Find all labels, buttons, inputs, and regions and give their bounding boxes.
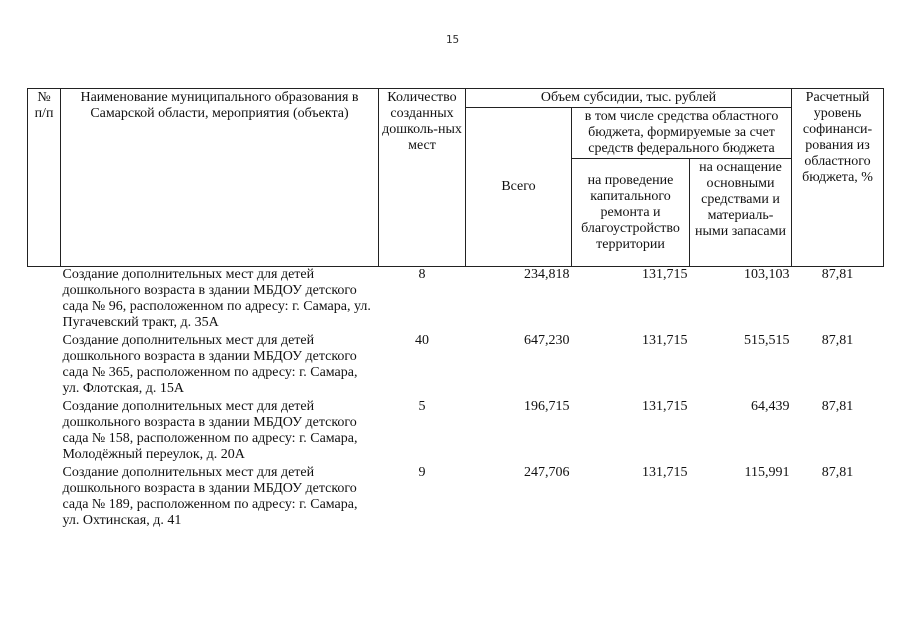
table-body xyxy=(28,267,884,532)
header-federal-group: в том числе средства областного бюджета, формируемые за счет средств федерального бюджета xyxy=(572,108,792,159)
row-name: Создание дополнительных мест для детей дошкольного возраста в здании МБДОУ детского сада № 96, расположенном по адресу: г. Самара, ул. Пугачевский тракт, д. 35А xyxy=(62,267,371,330)
row-no xyxy=(28,333,61,399)
table-row xyxy=(28,333,884,399)
row-name: Создание дополнительных мест для детей дошкольного возраста в здании МБДОУ детского сада № 189, расположенном по адресу: г. Самара, ул. Охтинская, д. 41 xyxy=(62,465,358,528)
table-header xyxy=(28,89,884,267)
row-repair: 131,715 xyxy=(642,465,688,480)
header-total: Всего xyxy=(466,108,572,267)
row-repair: 131,715 xyxy=(642,267,688,282)
row-equipment: 515,515 xyxy=(744,333,790,348)
header-subsidy-group: Объем субсидии, тыс. рублей xyxy=(466,89,792,108)
header-equipment: на оснащение основными средствами и материаль-ными запасами xyxy=(690,159,792,267)
header-name: Наименование муниципального образования в Самарской области, мероприятия (объекта) xyxy=(61,89,379,267)
row-places: 8 xyxy=(418,267,426,282)
header-repair: на проведение капитального ремонта и благоустройство территории xyxy=(572,159,690,267)
page-number: 15 xyxy=(445,33,460,46)
row-level: 87,81 xyxy=(821,333,854,348)
row-name: Создание дополнительных мест для детей дошкольного возраста в здании МБДОУ детского сада № 365, расположенном по адресу: г. Самара, ул. Флотская, д. 15А xyxy=(62,333,358,396)
row-equipment: 103,103 xyxy=(744,267,790,282)
row-level: 87,81 xyxy=(821,399,854,414)
table-row xyxy=(28,465,884,531)
row-places: 9 xyxy=(418,465,426,480)
row-no xyxy=(28,399,61,465)
row-total: 647,230 xyxy=(524,333,570,348)
table-row xyxy=(28,267,884,334)
row-total: 234,818 xyxy=(524,267,570,282)
row-equipment: 64,439 xyxy=(751,399,790,414)
row-repair: 131,715 xyxy=(642,333,688,348)
row-equipment: 115,991 xyxy=(744,465,790,480)
row-no xyxy=(28,465,61,531)
header-no: № п/п xyxy=(28,89,61,267)
subsidy-table xyxy=(27,88,884,531)
row-places: 40 xyxy=(415,333,429,348)
row-repair: 131,715 xyxy=(642,399,688,414)
row-places: 5 xyxy=(418,399,426,414)
row-level: 87,81 xyxy=(821,267,854,282)
row-total: 196,715 xyxy=(524,399,570,414)
header-places: Количество созданных дошколь-ных мест xyxy=(379,89,466,267)
header-level: Расчетный уровень софинанси-рования из областного бюджета, % xyxy=(792,89,884,267)
row-no xyxy=(28,267,61,334)
table-row xyxy=(28,399,884,465)
row-name: Создание дополнительных мест для детей дошкольного возраста в здании МБДОУ детского сада № 158, расположенном по адресу: г. Самара, Молодёжный переулок, д. 20А xyxy=(62,399,358,462)
row-level: 87,81 xyxy=(821,465,854,480)
row-total: 247,706 xyxy=(524,465,570,480)
